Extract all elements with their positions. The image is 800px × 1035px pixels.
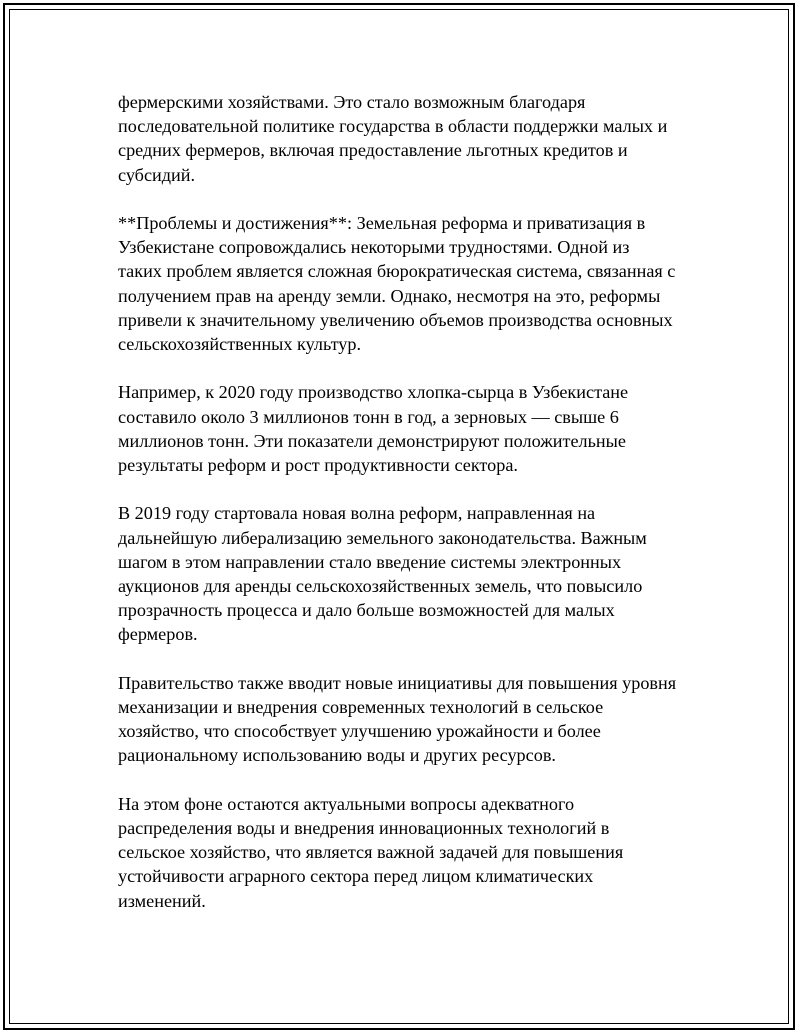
text-line: миллионов тонн. Эти показатели демонстрируют положительные [118, 430, 626, 451]
text-line: фермеров. [118, 624, 198, 645]
text-line: дальнейшую либерализацию земельного законодательства. Важным [118, 527, 647, 548]
text-line: субсидий. [118, 164, 196, 185]
text-line: рациональному использованию воды и других ресурсов. [118, 745, 556, 766]
text-line: привели к значительному увеличению объемов производства основных [118, 309, 673, 330]
text-line: последовательной политике государства в области поддержки малых и [118, 116, 668, 137]
paragraph-water-distribution [118, 792, 698, 913]
text-line: сельское хозяйство, что является важной задачей для повышения [118, 842, 624, 863]
text-line: средних фермеров, включая предоставление льготных кредитов и [118, 140, 628, 161]
document-body [118, 90, 698, 937]
text-line: шагом в этом направлении стало введение системы электронных [118, 551, 622, 572]
paragraph-production-figures [118, 380, 698, 477]
paragraph-2019-reforms [118, 501, 698, 646]
text-line: распределения воды и внедрения инновационных технологий в [118, 818, 610, 839]
text-line: механизации и внедрения современных технологий в сельское [118, 697, 604, 718]
text-line: составило около 3 миллионов тонн в год, а зерновых — свыше 6 [118, 406, 619, 427]
text-line: сельскохозяйственных культур. [118, 334, 362, 355]
text-line: Например, к 2020 году производство хлопка-сырца в Узбекистане [118, 382, 629, 403]
text-line: результаты реформ и рост продуктивности сектора. [118, 455, 518, 476]
text-line: изменений. [118, 890, 206, 911]
text-line: **Проблемы и достижения**: Земельная реформа и приватизация в [118, 213, 646, 233]
text-line: хозяйство, что способствует улучшению урожайности и более [118, 721, 601, 742]
text-line: фермерскими хозяйствами. Это стало возможным благодаря [118, 92, 586, 112]
text-line: устойчивости аграрного сектора перед лицом климатических [118, 866, 594, 887]
paragraph-problems-achievements [118, 211, 698, 356]
paragraph-mechanization [118, 671, 698, 768]
text-line: аукционов для аренды сельскохозяйственных земель, что повысило [118, 576, 643, 597]
text-line: Узбекистане сопровождались некоторыми трудностями. Одной из [118, 237, 630, 258]
paragraph-support-policy [118, 90, 698, 187]
text-line: На этом фоне остаются актуальными вопросы адекватного [118, 793, 575, 814]
text-line: прозрачность процесса и дало больше возможностей для малых [118, 600, 615, 621]
text-line: В 2019 году стартовала новая волна реформ, направленная на [118, 503, 596, 524]
text-line: Правительство также вводит новые инициативы для повышения уровня [118, 672, 677, 693]
text-line: получением прав на аренду земли. Однако, несмотря на это, реформы [118, 285, 661, 306]
text-line: таких проблем является сложная бюрократическая система, связанная с [118, 261, 676, 282]
